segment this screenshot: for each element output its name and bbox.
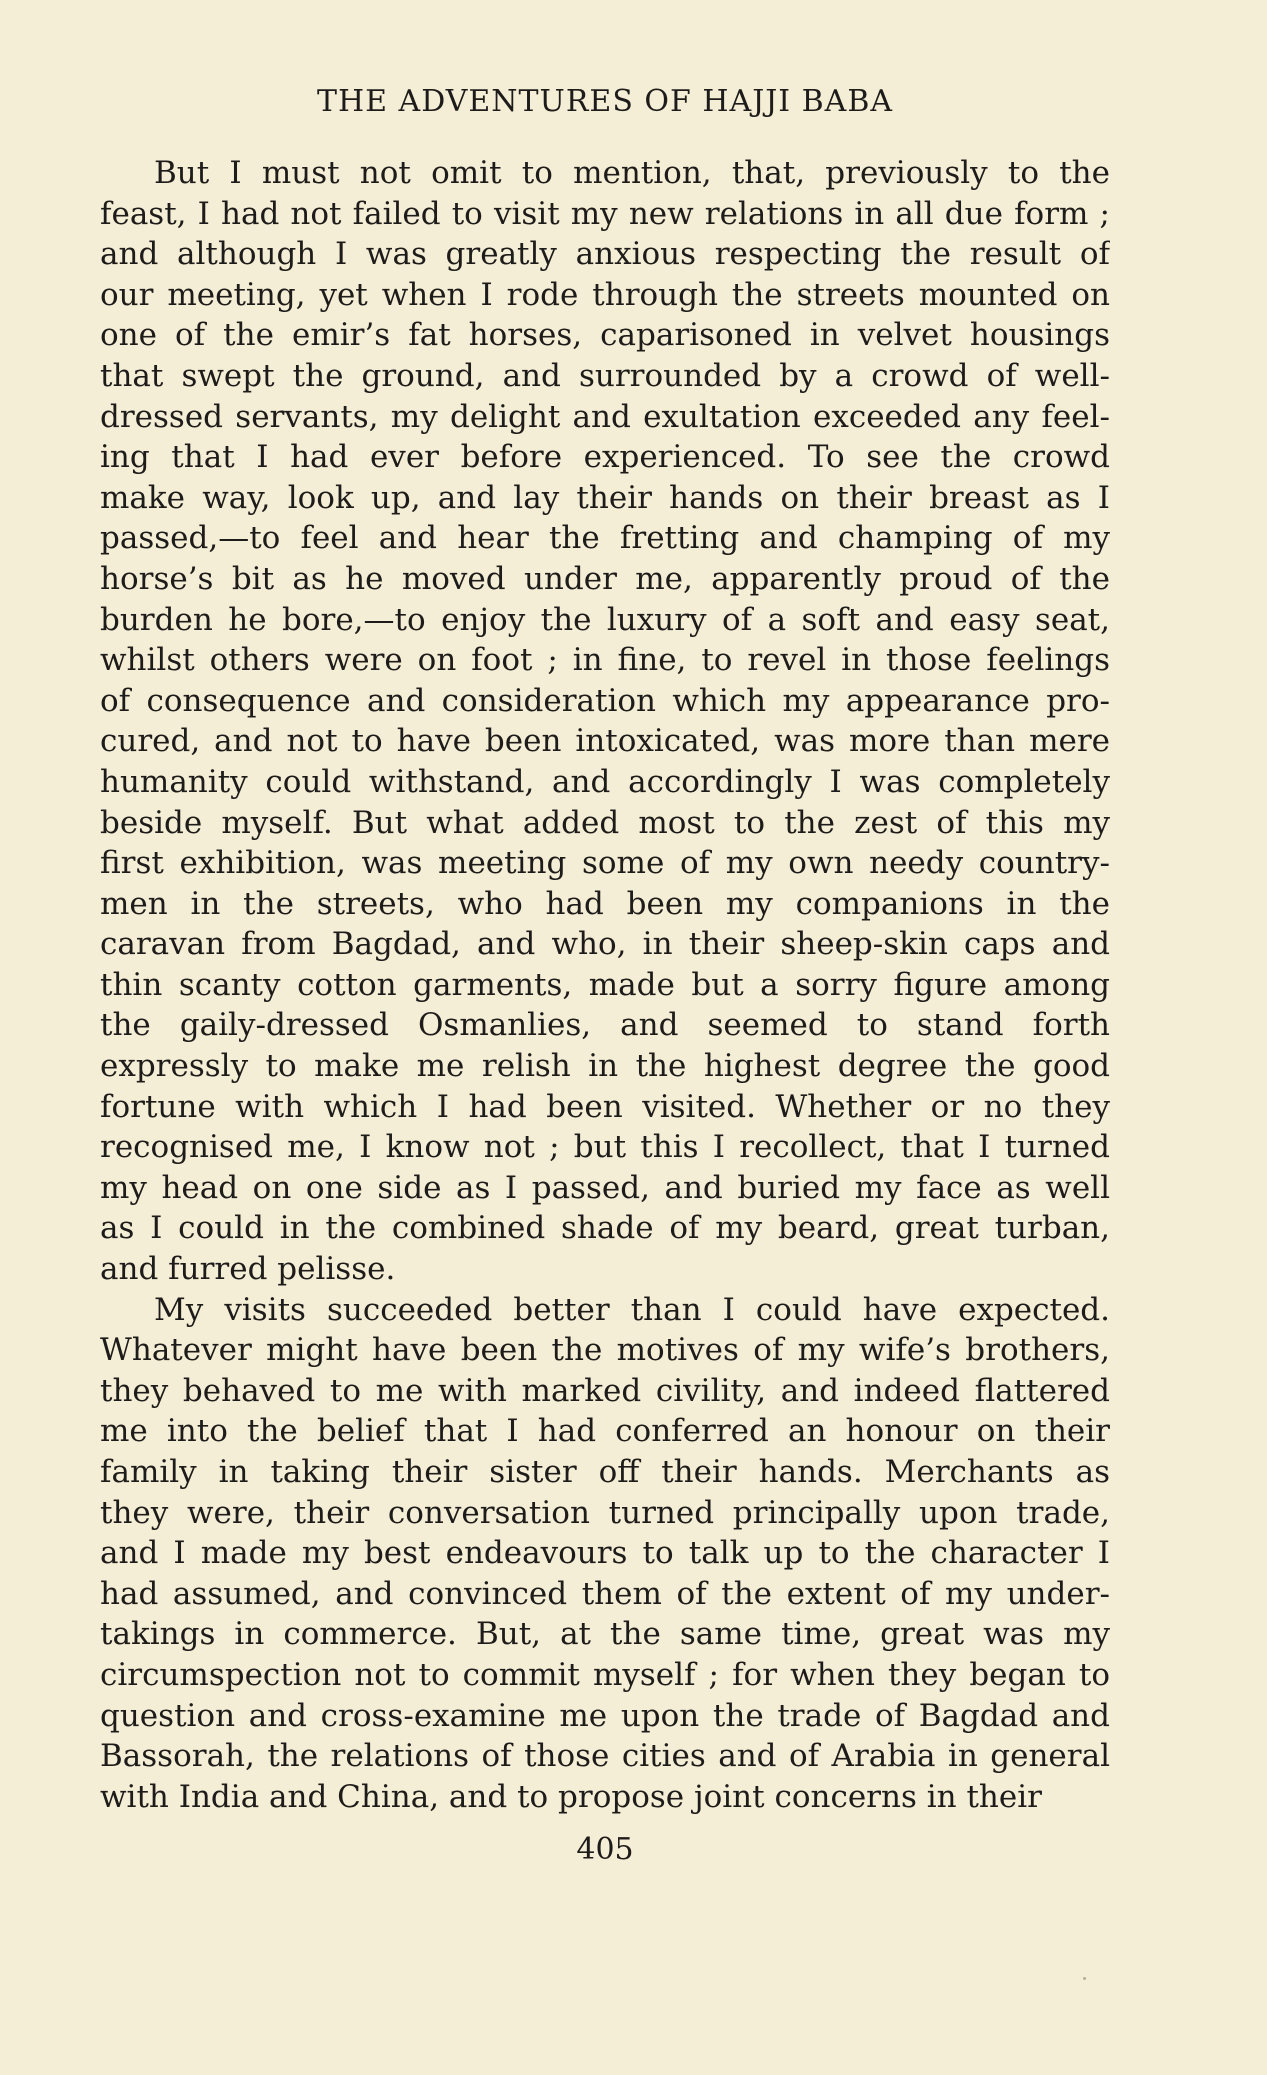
text-line: feast, I had not failed to visit my new relations in all due form ; [100,195,1110,232]
text-line: ing that I had ever before experienced. To see the crowd [100,439,1110,476]
text-line: me into the belief that I had conferred an honour on their [100,1413,1110,1450]
text-line: of consequence and consideration which my appearance pro- [100,682,1110,719]
text-line: first exhibition, was meeting some of my own needy country- [100,845,1110,882]
text-line: circumspection not to commit myself ; for when they began to [100,1656,1110,1693]
text-line: and furred pelisse. [100,1251,396,1288]
text-line: my head on one side as I passed, and buried my face as well [100,1169,1110,1206]
text-line: cured, and not to have been intoxicated, was more than mere [100,723,1110,760]
text-line: thin scanty cotton garments, made but a sorry figure among [100,966,1110,1003]
text-line: But I must not omit to mention, that, previously to the [154,155,1110,191]
text-line: recognised me, I know not ; but this I recollect, that I turned [100,1129,1110,1166]
text-line: one of the emir’s fat horses, caparisoned in velvet housings [100,317,1110,354]
paragraph [100,153,1110,1290]
text-line: men in the streets, who had been my companions in the [100,885,1110,922]
body-text [100,153,1110,1817]
paper-speck [1083,1977,1086,1980]
text-line: My visits succeeded better than I could have expected. [154,1291,1110,1328]
text-line: takings in commerce. But, at the same time, great was my [100,1616,1110,1653]
text-line: expressly to make me relish in the highest degree the good [100,1048,1110,1085]
text-line: question and cross-examine me upon the trade of Bagdad and [100,1697,1110,1734]
text-line: as I could in the combined shade of my beard, great turban, [100,1210,1110,1247]
text-line: family in taking their sister off their hands. Merchants as [100,1454,1110,1490]
text-line: Bassorah, the relations of those cities and of Arabia in general [100,1738,1110,1775]
text-line: and although I was greatly anxious respecting the result of [100,236,1110,273]
text-line: Whatever might have been the motives of my wife’s brothers, [100,1332,1110,1369]
text-line: make way, look up, and lay their hands on their breast as I [100,479,1110,516]
text-line: had assumed, and convinced them of the extent of my under- [100,1575,1110,1612]
text-line: with India and China, and to propose joint concerns in their [100,1778,1042,1815]
text-line: burden he bore,—to enjoy the luxury of a soft and easy seat, [100,601,1110,638]
text-line: caravan from Bagdad, and who, in their sheep-skin caps and [100,926,1110,963]
page-number: 405 [576,1832,634,1867]
text-line: they were, their conversation turned principally upon trade, [100,1494,1110,1531]
text-line: whilst others were on foot ; in fine, to revel in those feelings [100,642,1110,679]
text-line: horse’s bit as he moved under me, apparently proud of the [100,560,1110,597]
text-line: our meeting, yet when I rode through the streets mounted on [100,276,1110,313]
text-line: fortune with which I had been visited. Whether or no they [100,1088,1110,1125]
text-line: passed,—to feel and hear the fretting and champing of my [100,520,1110,557]
text-line: humanity could withstand, and accordingly I was completely [100,763,1110,800]
paragraph [100,1290,1110,1818]
text-line: that swept the ground, and surrounded by a crowd of well- [100,357,1110,394]
text-line: dressed servants, my delight and exultation exceeded any feel- [100,398,1110,435]
text-line: they behaved to me with marked civility, and indeed flattered [100,1372,1110,1409]
text-line: beside myself. But what added most to the zest of this my [100,804,1110,841]
text-line: and I made my best endeavours to talk up to the character I [100,1535,1110,1572]
text-line: the gaily-dressed Osmanlies, and seemed to stand forth [100,1007,1110,1044]
running-head: THE ADVENTURES OF HAJJI BABA [316,84,894,119]
